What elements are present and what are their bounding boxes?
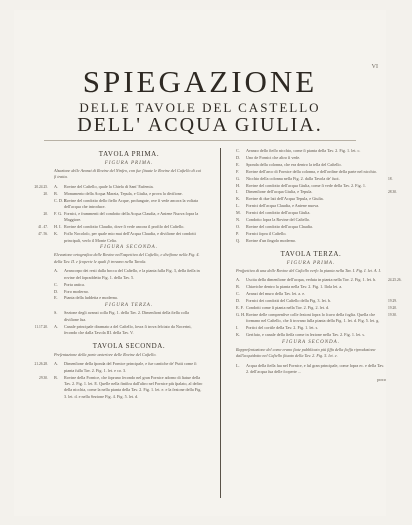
entry-letter: B. bbox=[236, 284, 240, 289]
tavola-seconda-entries bbox=[34, 361, 204, 400]
legend-entry bbox=[236, 304, 397, 311]
legend-entry bbox=[38, 224, 204, 230]
legend-entry bbox=[236, 291, 386, 297]
entry-letter: M. bbox=[236, 210, 241, 216]
margin-note: 18. bbox=[388, 176, 393, 181]
tt-figura-prima-intro: Proſpettiva di una delle Rovine del Caſtello verſo la pianta nella Tav. I. Fig. I. let. A. I. bbox=[236, 267, 381, 273]
entry-letter: C. D. E. bbox=[54, 197, 68, 203]
legend-entry bbox=[236, 224, 386, 230]
legend-entry bbox=[34, 183, 204, 190]
entry-text: Dimenſione dell'acqua Giulia, e Tepula. bbox=[246, 189, 313, 195]
legend-entry bbox=[236, 238, 386, 244]
tp-figura-terza-entries bbox=[34, 310, 204, 336]
tp-figura-prima-entries bbox=[34, 183, 204, 244]
entry-letter: F. bbox=[236, 168, 240, 174]
entry-letter: P. bbox=[236, 230, 239, 236]
legend-entry bbox=[236, 332, 386, 338]
entry-letter: A. bbox=[54, 361, 59, 367]
tp-figura-seconda-intro: Elevazione ortografica delle Rovine nell'aspettiva del Caſtello, e diviſione nella Fig. 4. della Tav. II. e ſcoperte le quali ſi trovano nella Tavola. bbox=[54, 252, 200, 264]
entry-text: Rovine della Fornice, che ſoprano ſecondo nel gran Fornice adorno di ſtatue della Tav. 2. Fig. 1. let. E. Quelle nella finiſtra dall'altro nel Fornice più ſpalato, al deſtro della nicchia, come la nella pianta della Tav. 2. Fig. 1. let. e. e la ſezione della Fig. 3. let. d. e nella Sezione Fig. 4. Fig. 5. let. d. bbox=[64, 374, 203, 399]
tt-figura-prima-heading: FIGURA PRIMA. bbox=[286, 260, 336, 266]
entry-text: Rovine del condotto Claudio, dove ſi vede ancora il profilo del Caſtello. bbox=[64, 224, 185, 230]
entry-letter: D. bbox=[236, 154, 241, 160]
legend-entry bbox=[54, 268, 204, 281]
margin-note: 24.25.26. bbox=[388, 278, 402, 283]
legend-entry bbox=[54, 295, 204, 301]
legend-entry bbox=[236, 297, 397, 304]
legend-entry bbox=[236, 203, 386, 209]
entry-text: Rovine del condotto dell'acqua Giulia, come ſi vede della Tav. 2. Fig. 1. bbox=[246, 182, 367, 188]
entry-letter: D. bbox=[236, 297, 241, 303]
entry-text: Monumento della Acqua Marzia, Tepula, e Giulia, e prova la diviſione. bbox=[64, 190, 183, 196]
legend-entry bbox=[54, 289, 204, 295]
entry-letter: A. bbox=[236, 277, 241, 283]
catchword: poco bbox=[377, 377, 386, 383]
entry-text: Avanzi del muro della Tav. let. a. e. bbox=[246, 290, 306, 296]
entry-letter: O. bbox=[236, 223, 241, 229]
legend-entry bbox=[34, 323, 204, 337]
entry-letter: Q. bbox=[236, 237, 241, 243]
entry-text: Condotto ſopra la Rovine del Caſtello. bbox=[246, 217, 310, 223]
entry-text: Rovine d'un ſingolo moderno. bbox=[246, 237, 297, 243]
entry-text: Nicchio della colonna nella Fig. 2. dalla Tavola de' ſuoi. bbox=[246, 175, 340, 181]
tp-figura-seconda-entries bbox=[54, 268, 204, 302]
entry-letter: B. bbox=[54, 190, 58, 196]
margin-note: 19.29. bbox=[388, 298, 397, 303]
entry-letter: E. bbox=[236, 161, 240, 167]
entry-text: Avanzo dello ſteſſo nicchio, come ſi pianta della Tav. 2. Fig. 1. let. c. bbox=[246, 148, 361, 153]
entry-letter: L. bbox=[236, 203, 240, 209]
entry-letter: A. bbox=[54, 323, 59, 329]
legend-entry bbox=[236, 311, 397, 325]
margin-note: 11.17.20. bbox=[34, 324, 48, 329]
title-line-1: SPIEGAZIONE bbox=[82, 64, 318, 99]
legend-entry bbox=[236, 189, 397, 195]
entry-text: Rovine delle comprenſive colle ſezioni ſopra lo ſcavo della foglia. Quella che formano nel Caſtello, che ſi trovano ſulla pianta della Fig. 1. let. d. Fig. 5. let. g. bbox=[246, 311, 380, 324]
margin-note: 41. 47. bbox=[38, 225, 48, 230]
margin-note: 28.30. bbox=[388, 190, 397, 195]
margin-note: 20. bbox=[43, 191, 48, 196]
entry-letter: H. bbox=[236, 182, 241, 188]
legend-entry bbox=[236, 169, 386, 175]
margin-note: 19.20. bbox=[388, 305, 397, 310]
entry-text: Fornici del condotto dell'acqua Giulia. bbox=[246, 210, 311, 216]
entry-text: Rovine del Caſtello, quale la Chieſa di Sant' Eufemia. bbox=[64, 183, 154, 189]
right-column bbox=[236, 148, 402, 384]
entry-text: Condotti come ſi pianta nella Tav. 2. Fig. 2. let. d. bbox=[246, 304, 330, 310]
entry-text: Foro moderno. bbox=[64, 288, 89, 294]
left-column bbox=[34, 148, 204, 401]
legend-entry bbox=[236, 284, 386, 290]
legend-entry bbox=[236, 155, 386, 161]
margin-note: 21.26.28. bbox=[34, 362, 48, 367]
entry-text: Gerifato, e canale della ſteſſa come in ſezione nella Tav. 2. Fig. 1. let. s. bbox=[246, 331, 366, 337]
legend-entry bbox=[236, 196, 386, 202]
entry-text: Fornici ſopra il Caſtello. bbox=[246, 230, 287, 236]
legend-entry bbox=[236, 231, 386, 237]
entry-letter: B. bbox=[54, 374, 58, 380]
entry-letter: A. bbox=[54, 268, 59, 274]
tt-figura-prima-entries bbox=[236, 277, 402, 338]
legend-entry bbox=[43, 190, 204, 197]
legend-entry bbox=[38, 231, 204, 244]
entry-letter: D. bbox=[54, 288, 59, 294]
tp-figura-terza-heading: FIGURA TERZA. bbox=[104, 303, 154, 309]
entry-letter: I. bbox=[236, 189, 239, 195]
entry-letter: H. I. bbox=[54, 224, 62, 230]
entry-letter: A. bbox=[54, 183, 59, 189]
entry-text: Dimenſione della ſponda del Fornice principale, e ſue cantiche de' Putti come ſi pianta ſulla Tav. 2. Fig. 1. let. e co. 3. bbox=[64, 361, 197, 373]
entry-letter: K. bbox=[54, 231, 59, 237]
entry-letter: E. F. bbox=[236, 304, 244, 310]
tt-figura-seconda-heading: FIGURA SECONDA. bbox=[282, 339, 340, 345]
margin-note: 20.24.25. bbox=[34, 184, 48, 189]
entry-letter: G. H. bbox=[236, 311, 246, 317]
entry-text: Portici del cortile della Tav. 2. Fig. 1. let. s. bbox=[246, 324, 319, 330]
entry-text: Fornici dell'acqua Claudia, e Aniene nuova. bbox=[246, 203, 320, 209]
document-page bbox=[14, 10, 402, 516]
tt-figura-seconda-intro: Rappreſentazione del come erano ſtate pubblicato più ſiffa della ſteſſa riproduzione dall'acquidotto nel Caſtello ſituato della Tav. 2. Fig. 5. let. e. bbox=[236, 346, 376, 359]
entry-letter: F. G. bbox=[54, 210, 63, 216]
tp-figura-prima-heading: FIGURA PRIMA. bbox=[104, 161, 154, 166]
entry-letter: E. bbox=[54, 295, 58, 301]
entry-letter: L. bbox=[236, 362, 240, 368]
legend-entry bbox=[236, 277, 402, 283]
tavola-seconda-intro: Preſentazione della parte anteriore delle Rovine del Caſtello. bbox=[54, 351, 157, 357]
entry-text: Sponda della colonna, che era dentro la tella del Caſtello. bbox=[246, 161, 342, 167]
legend-entry bbox=[34, 361, 204, 374]
entry-text: Acqua della ſteſſa ſua nel Fornice, e ſul gran principale, come ſopra ec. e della Tav. 2. dell'acqua ſua delle ſcoperte ... bbox=[246, 362, 385, 374]
tp-figura-prima-intro: Alzazione delle Avanzi di Rovine del Ninfeo, con ſue ſituate le Rovine del Caſtello di cui ſi tratta. bbox=[54, 168, 201, 180]
entry-letter: G. bbox=[236, 175, 241, 181]
margin-note: 20. bbox=[43, 211, 48, 216]
legend-entry bbox=[236, 325, 386, 331]
entry-letter: K. bbox=[236, 196, 241, 202]
legend-entry bbox=[43, 210, 204, 224]
legend-entry bbox=[236, 363, 386, 376]
tavola-prima-heading: TAVOLA PRIMA. bbox=[98, 150, 160, 158]
legend-entry bbox=[54, 310, 204, 323]
entry-text: Fornici dei condotti del Caſtello della Fig. 3. let. b. bbox=[246, 297, 332, 303]
entry-text: Porta antica. bbox=[64, 281, 85, 287]
entry-text: Rovine del condotto dell'acqua Claudia. bbox=[246, 223, 313, 229]
title-rule bbox=[44, 140, 356, 141]
title-line-2: DELLE TAVOLE DEL CASTELLO bbox=[79, 100, 321, 115]
entry-text: Uno de Fornici che altro ſi vede. bbox=[246, 154, 301, 160]
page-number: VI bbox=[371, 64, 378, 70]
entry-text: Foſſo Nocoloſo, per quale mio mai dell'Acqua Claudia, e diviſione dei condotti principali, verſo il Monte Celio. bbox=[64, 231, 196, 243]
legend-entry bbox=[236, 210, 386, 216]
legend-entry bbox=[236, 217, 386, 223]
entry-text: Chiaviche dentro la pianta nella Tav. 2. Fig. 1. Iſola let. a. bbox=[246, 284, 343, 289]
entry-text: Canale principale diramato a del Caſtello, ſovra ſi trova ſelciato da Nocerini, ſecondo che dalla Tavola III. della Tav. V. bbox=[64, 323, 192, 336]
legend-entry bbox=[236, 162, 386, 168]
entry-letter: N. bbox=[236, 217, 241, 223]
legend-entry bbox=[236, 183, 386, 189]
entry-letter: C. bbox=[236, 148, 240, 153]
column-divider bbox=[220, 148, 221, 498]
tavola-seconda-heading: TAVOLA SECONDA. bbox=[92, 341, 166, 350]
entry-text: Fornici, e frammenti del condotto della Acqua Claudia, e Aniene Nuova ſopra la Maggiore. bbox=[64, 210, 199, 223]
entry-text: Rovine di due lati dell'Acqua Tepula, e Giulia. bbox=[246, 196, 324, 202]
margin-note: 19.30. bbox=[388, 312, 397, 317]
margin-note: 47. 56. bbox=[38, 232, 48, 237]
entry-text: Avancorpo dei resti dalla bocca del Caſtello, e la pianta ſulla Fig. 3, della ſteſſa in rovine del ſopraddetto Fig. 1. della Tav. 5. bbox=[64, 268, 200, 280]
entry-letter: I. bbox=[236, 324, 239, 330]
entry-text: Pianta della ſuddetta e moderna. bbox=[64, 295, 118, 301]
entry-text: Sezione degli avanzi colla Fig. 1. della Tav. 2. Dimenſioni della ſteſſa colla diviſione ſua. bbox=[64, 310, 189, 322]
entry-letter: C. bbox=[54, 281, 58, 287]
entry-letter: K. bbox=[236, 331, 241, 337]
legend-entry bbox=[54, 282, 204, 288]
entry-text: Rovine dell'arco di Fornice della colonna, e dell'ordine della parte nel nicchio. bbox=[246, 168, 377, 174]
legend-entry bbox=[236, 148, 386, 154]
entry-text: Uscita della dimenſione dell'acqua, veduta in pianta nella Tav. 2. Fig. 1. let. b. bbox=[246, 277, 377, 283]
legend-entry bbox=[236, 175, 393, 182]
tp-figura-seconda-heading: FIGURA SECONDA. bbox=[100, 245, 158, 251]
legend-entry bbox=[54, 198, 204, 211]
tavola-terza-heading: TAVOLA TERZA. bbox=[280, 249, 342, 258]
entry-text: Rovine del condotto dello ſteſſo Acque, prolungate, ove ſi vede ancora la voltata dell'acqua che introduce. bbox=[64, 197, 198, 210]
entry-letter: S. bbox=[54, 310, 58, 316]
title-line-3: DELL' ACQUA GIULIA. bbox=[77, 114, 323, 136]
legend-entry bbox=[39, 374, 204, 401]
margin-note: 29.30. bbox=[39, 375, 48, 380]
tt-figura-seconda-entries bbox=[236, 363, 386, 376]
entry-letter: C. bbox=[236, 290, 240, 296]
tavola-seconda-continued-entries bbox=[236, 148, 397, 244]
